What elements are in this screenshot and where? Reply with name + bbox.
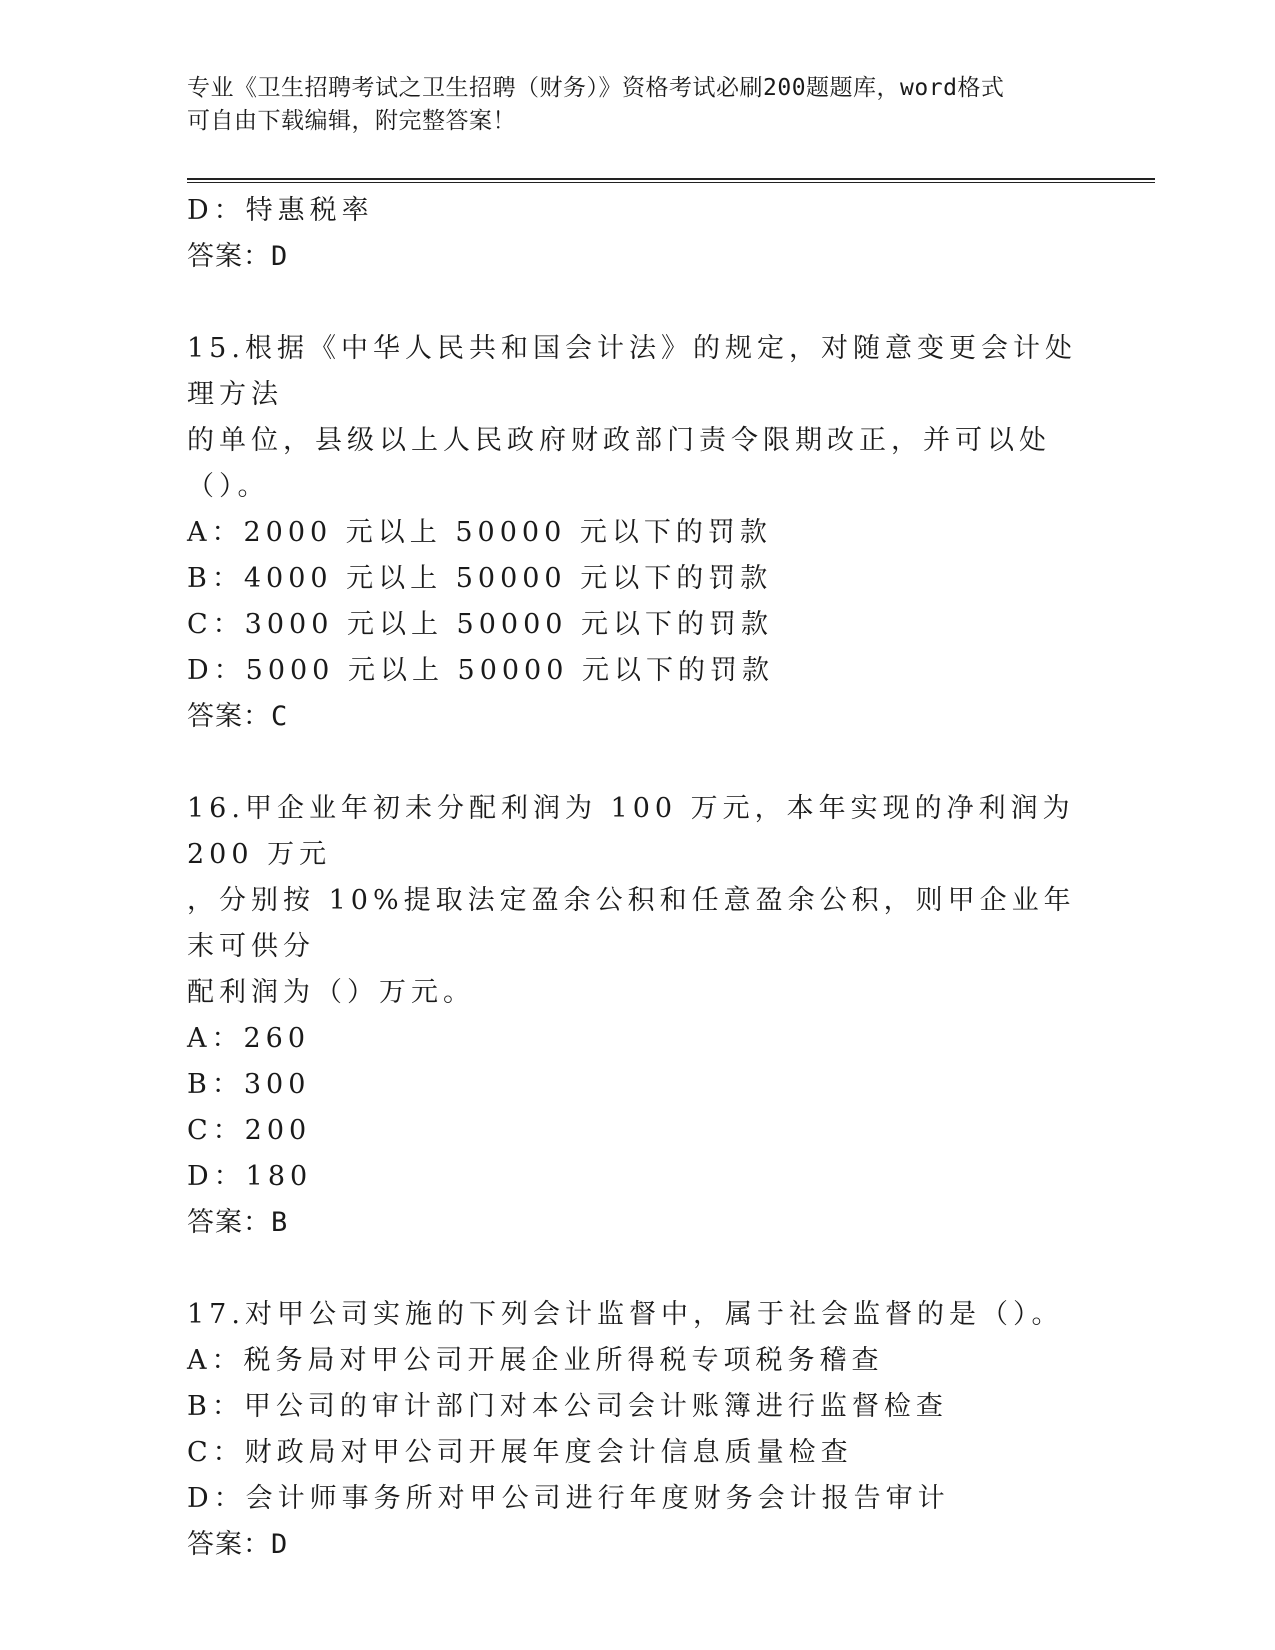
option-a: A：税务局对甲公司开展企业所得税专项税务稽查 xyxy=(187,1345,884,1376)
option-d: D：180 xyxy=(187,1161,313,1192)
answer: 答案：D xyxy=(187,1529,289,1560)
question-15 xyxy=(187,326,1087,740)
question-17 xyxy=(187,1292,1087,1568)
answer: 答案：B xyxy=(187,1207,289,1238)
question-stem: 17.对甲公司实施的下列会计监督中，属于社会监督的是（）。 xyxy=(187,1299,1064,1330)
spacer xyxy=(187,1246,1087,1292)
question-16 xyxy=(187,786,1087,1246)
document-header xyxy=(187,72,1087,138)
option-c: C：3000 元以上 50000 元以下的罚款 xyxy=(187,609,774,640)
answer: 答案：C xyxy=(187,701,289,732)
option-b: B：4000 元以上 50000 元以下的罚款 xyxy=(187,563,773,594)
option-b: B：300 xyxy=(187,1069,311,1100)
question-stem: 15.根据《中华人民共和国会计法》的规定，对随意变更会计处理方法 的单位，县级以上人民政府财政部门责令限期改正，并可以处（）。 xyxy=(187,333,1077,502)
question-stem: 16.甲企业年初未分配利润为 100 万元，本年实现的净利润为 200 万元 ，分别按 10%提取法定盈余公积和任意盈余公积，则甲企业年末可供分 配利润为（）万元。 xyxy=(187,793,1076,1008)
spacer xyxy=(187,740,1087,786)
spacer xyxy=(187,280,1087,326)
header-line-2: 可自由下载编辑，附完整答案！ xyxy=(187,108,516,134)
option-d: D：会计师事务所对甲公司进行年度财务会计报告审计 xyxy=(187,1483,950,1514)
option-b: B：甲公司的审计部门对本公司会计账簿进行监督检查 xyxy=(187,1391,948,1422)
question-content xyxy=(187,188,1087,1568)
option-c: C：财政局对甲公司开展年度会计信息质量检查 xyxy=(187,1437,853,1468)
option-d: D：5000 元以上 50000 元以下的罚款 xyxy=(187,655,774,686)
option-d-prev: D：特惠税率 xyxy=(187,195,374,226)
answer-prev: 答案：D xyxy=(187,241,289,272)
option-c: C：200 xyxy=(187,1115,312,1146)
option-a: A：2000 元以上 50000 元以下的罚款 xyxy=(187,517,772,548)
option-a: A：260 xyxy=(187,1023,311,1054)
header-divider xyxy=(187,178,1155,183)
header-line-1: 专业《卫生招聘考试之卫生招聘（财务）》资格考试必刷200题题库，word格式 xyxy=(187,75,1005,101)
